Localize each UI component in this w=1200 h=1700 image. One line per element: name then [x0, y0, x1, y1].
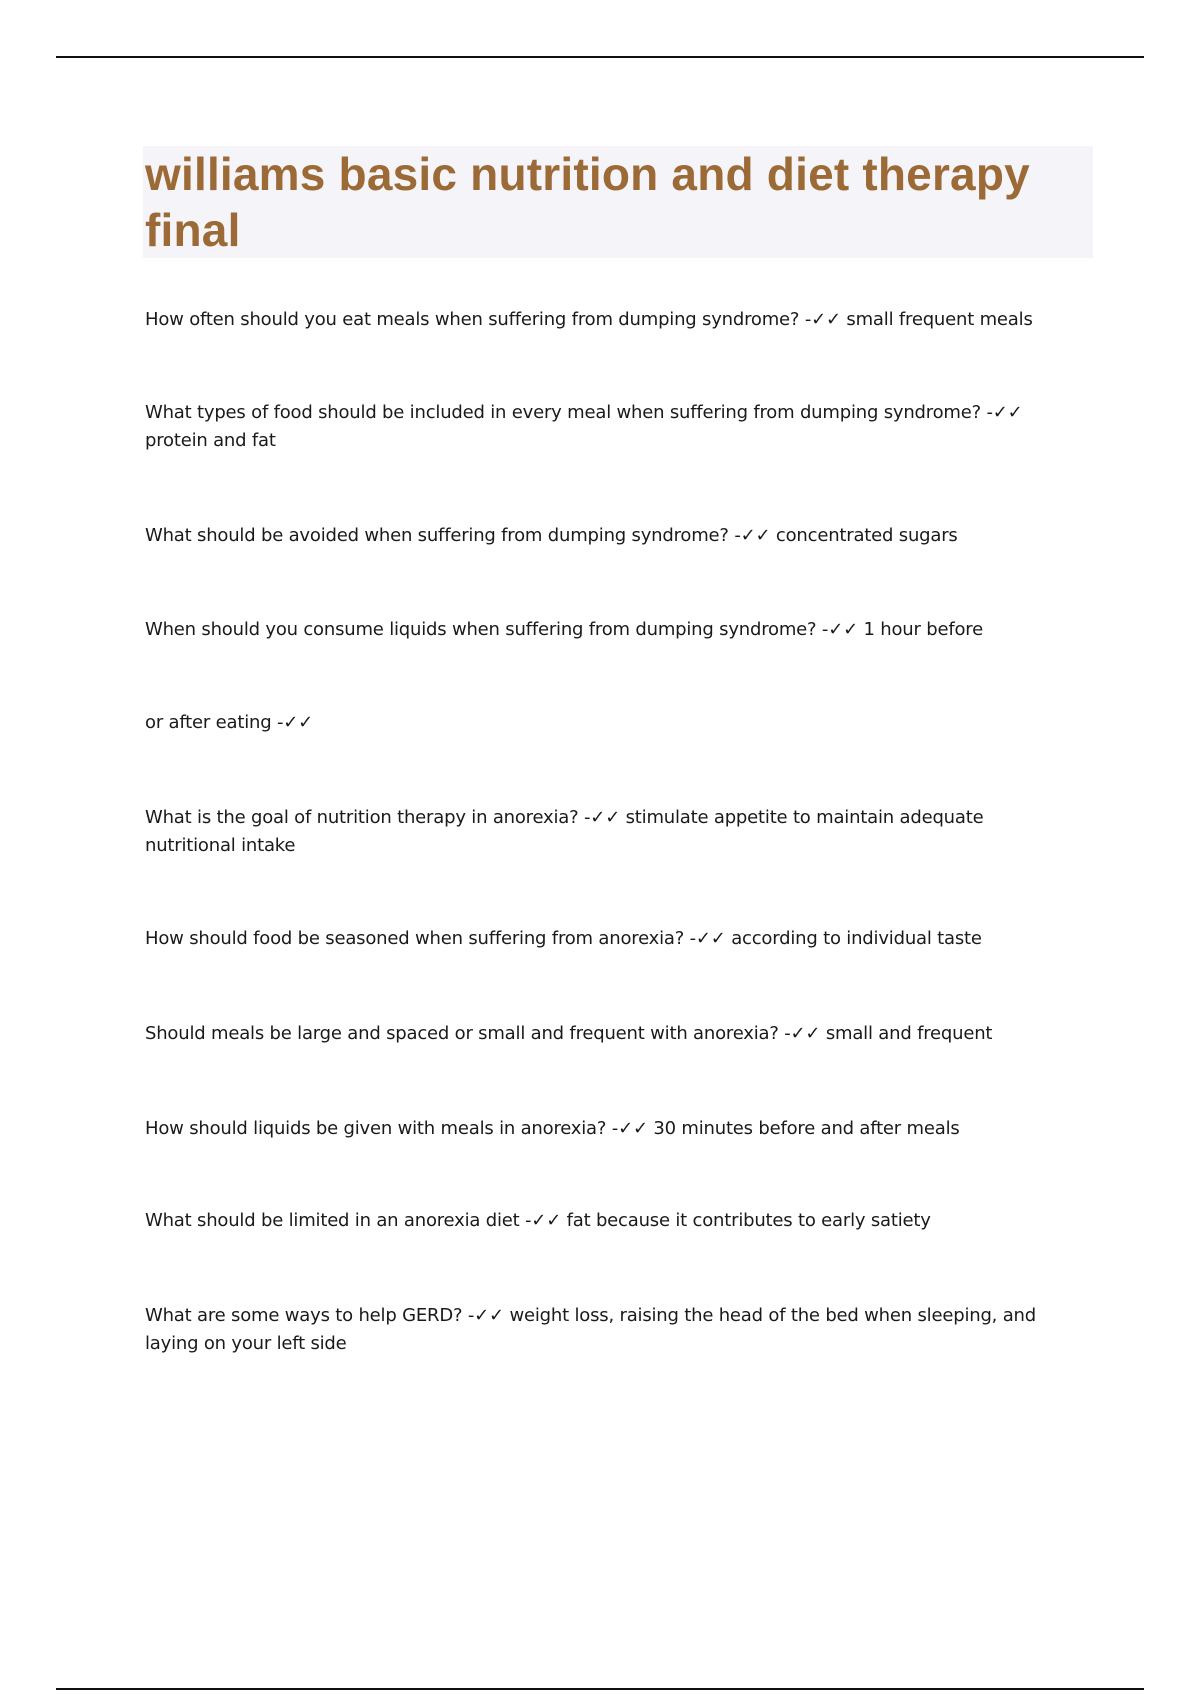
check-separator: -✓✓ [821, 619, 858, 640]
qa-item [145, 709, 1075, 737]
check-separator: -✓✓ [584, 807, 621, 828]
check-separator: -✓✓ [467, 1305, 504, 1326]
check-separator: -✓✓ [276, 712, 314, 733]
check-separator: -✓✓ [611, 1118, 648, 1139]
check-separator: -✓✓ [525, 1210, 562, 1231]
qa-item [145, 925, 1075, 953]
qa-item [145, 804, 1075, 860]
document-title: williams basic nutrition and diet therapy final [145, 148, 1030, 256]
check-separator: -✓✓ [986, 402, 1023, 423]
top-rule [56, 56, 1144, 58]
qa-item [145, 1207, 1075, 1235]
check-separator: -✓✓ [784, 1023, 821, 1044]
qa-item [145, 1115, 1075, 1143]
question-text: How should food be seasoned when suffering from anorexia? [145, 928, 685, 949]
question-text: How often should you eat meals when suffering from dumping syndrome? [145, 309, 800, 330]
question-text: How should liquids be given with meals in anorexia? [145, 1118, 607, 1139]
answer-text: small frequent meals [846, 309, 1033, 330]
question-text: Should meals be large and spaced or small and frequent with anorexia? [145, 1023, 779, 1044]
question-text: What is the goal of nutrition therapy in anorexia? [145, 807, 579, 828]
answer-text: concentrated sugars [775, 525, 958, 546]
answer-text: fat because it contributes to early satiety [566, 1210, 931, 1231]
question-text: What should be avoided when suffering from dumping syndrome? [145, 525, 729, 546]
qa-item [145, 1020, 1075, 1048]
answer-text: small and frequent [825, 1023, 993, 1044]
answer-text: according to individual taste [731, 928, 982, 949]
check-separator: -✓✓ [689, 928, 726, 949]
check-separator: -✓✓ [804, 309, 841, 330]
title-banner [143, 146, 1093, 258]
bottom-rule [56, 1688, 1144, 1690]
answer-text: 1 hour before [863, 619, 983, 640]
check-separator: -✓✓ [734, 525, 771, 546]
question-text: or after eating [145, 712, 272, 733]
question-text: What are some ways to help GERD? [145, 1305, 463, 1326]
qa-item [145, 1302, 1075, 1358]
answer-text: weight loss, raising the head of the bed when sleeping, and laying on your left side [145, 1305, 1036, 1354]
qa-item [145, 399, 1075, 455]
qa-item [145, 616, 1075, 644]
answer-text: 30 minutes before and after meals [653, 1118, 960, 1139]
question-text: What types of food should be included in every meal when suffering from dumping syndrome? [145, 402, 981, 423]
answer-text: stimulate appetite to maintain adequate nutritional intake [145, 807, 984, 856]
qa-item [145, 306, 1075, 334]
answer-text: protein and fat [145, 430, 276, 451]
qa-item [145, 522, 1075, 550]
question-text: When should you consume liquids when suffering from dumping syndrome? [145, 619, 817, 640]
question-text: What should be limited in an anorexia diet [145, 1210, 520, 1231]
